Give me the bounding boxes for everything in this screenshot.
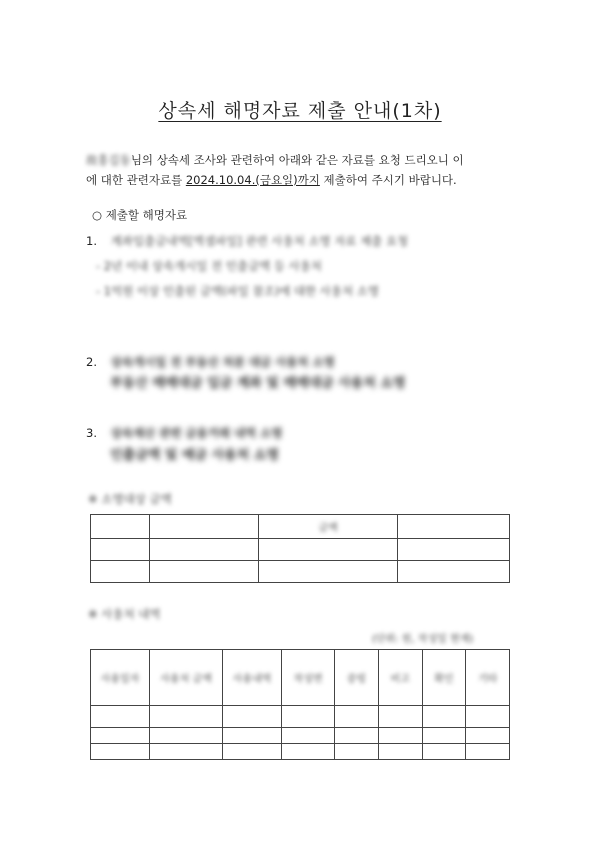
table2-header-6: 확인 xyxy=(422,650,466,706)
item-3-number: 3. xyxy=(86,426,97,440)
table1-header-amount: 금액 xyxy=(259,515,398,539)
table2-header-4: 증빙 xyxy=(335,650,379,706)
item-2-text: 상속개시일 전 부동산 처분 대금 사용처 소명 xyxy=(110,355,335,369)
table-row xyxy=(91,744,510,760)
note-2: ※ 사용처 내역 xyxy=(88,607,161,621)
table-row xyxy=(91,561,510,583)
sub-item-1a: - 2년 이내 상속개시일 전 인출금액 등 사용처 xyxy=(96,259,322,273)
sub-item-1b: - 1억원 이상 인출된 금액(파일 참조)에 대한 사용처 소명 xyxy=(96,284,379,298)
note-1: ※ 소명대상 금액 xyxy=(88,492,172,506)
item-2 xyxy=(86,354,335,370)
table-row xyxy=(91,539,510,561)
table-row xyxy=(91,706,510,728)
table-row xyxy=(91,515,510,539)
table2-header-1: 사용처 금액 xyxy=(150,650,223,706)
document-title: 상속세 해명자료 제출 안내(1차) xyxy=(158,100,442,122)
table2-header-3: 작성면 xyxy=(282,650,335,706)
intro-paragraph xyxy=(86,150,526,190)
table2-header-7: 기타 xyxy=(466,650,510,706)
decedent-name: 故홍길동 xyxy=(86,153,131,167)
table2-header-2: 사용내역 xyxy=(223,650,282,706)
intro-line2-prefix: 에 대한 관련자료를 xyxy=(86,173,186,187)
table2-header-5: 비고 xyxy=(378,650,422,706)
section-heading: ○ 제출할 해명자료 xyxy=(92,208,188,222)
table-row xyxy=(91,650,510,706)
table-2 xyxy=(90,649,510,760)
deadline-date: 2024.10.04.(금요일)까지 xyxy=(185,173,320,187)
table-1 xyxy=(90,514,510,583)
intro-line1: 님의 상속세 조사와 관련하여 아래와 같은 자료를 요청 드리오니 이 xyxy=(130,153,464,167)
table-row xyxy=(91,728,510,744)
item-1 xyxy=(86,233,408,249)
item-1-number: 1. xyxy=(86,234,97,248)
sub-item-2: 부동산 매매대금 입금 계좌 및 매매대금 사용처 소명 xyxy=(110,376,406,391)
item-1-text: 계좌입출금내역[엑셀파일] 관련 사용처 소명 자료 제출 요청 xyxy=(110,234,409,248)
intro-line2-suffix: 제출하여 주시기 바랍니다. xyxy=(319,173,457,187)
sub-item-3: 인출금액 및 예금 사용처 소명 xyxy=(110,448,279,463)
item-3-text: 상속재산 관련 금융거래 내역 소명 xyxy=(110,426,283,440)
table2-unit-caption: (단위: 원, 작성일 현재) xyxy=(372,634,474,645)
item-2-number: 2. xyxy=(86,355,97,369)
table2-header-0: 사용일자 xyxy=(91,650,150,706)
item-3 xyxy=(86,425,282,441)
